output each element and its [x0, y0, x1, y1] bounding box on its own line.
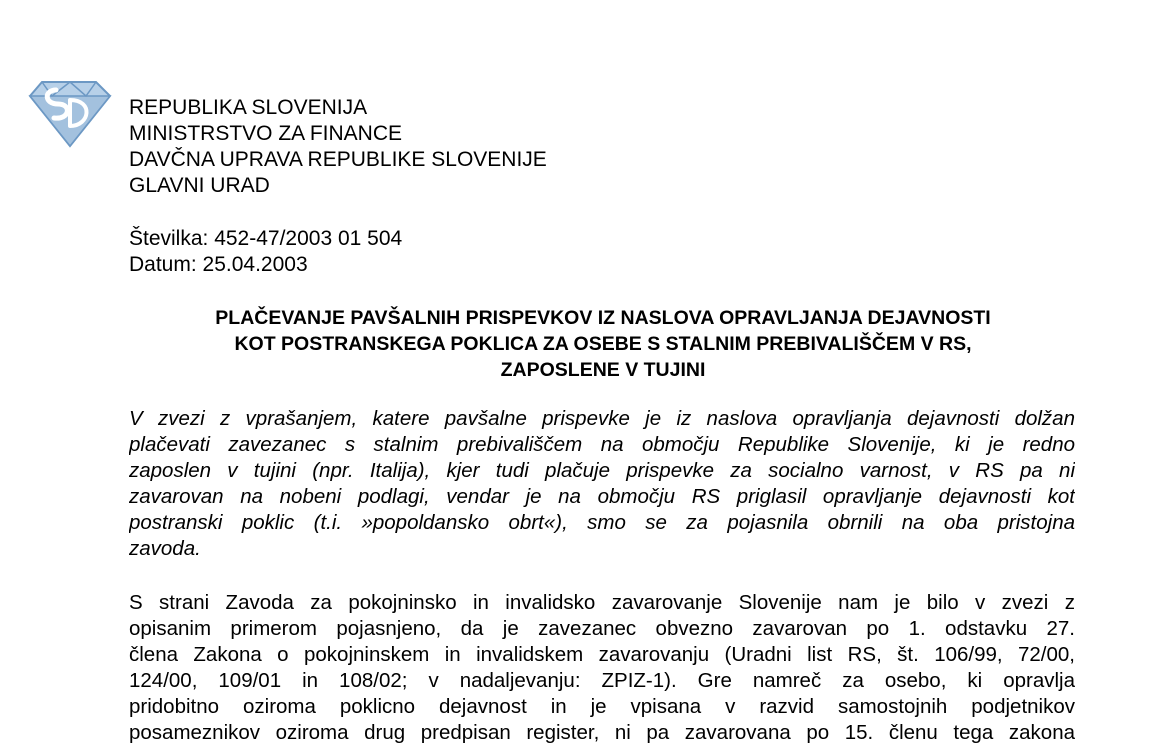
paragraph-line: posameznikov oziroma drug predpisan register, ni pa zavarovana po 15. členu tega zakona — [129, 721, 1075, 744]
document-number: Številka: 452-47/2003 01 504 — [129, 227, 403, 250]
paragraph-line: plačevati zavezanec s stalnim prebivališčem na območju Republike Slovenije, ki je redno — [129, 433, 1075, 456]
letterhead-line-main-office: GLAVNI URAD — [129, 174, 270, 197]
letterhead — [129, 95, 547, 199]
paragraph-line: zaposlen v tujini (npr. Italija), kjer tudi plačuje prispevke za socialno varnost, v RS pa ni — [129, 459, 1075, 482]
letterhead-line-republic: REPUBLIKA SLOVENIJA — [129, 96, 368, 119]
document-reference — [129, 226, 402, 278]
document-date: Datum: 25.04.2003 — [129, 253, 308, 276]
letterhead-line-tax-administration: DAVČNA UPRAVA REPUBLIKE SLOVENIJE — [129, 148, 547, 171]
paragraph-line: zavarovan na nobeni podlagi, vendar je na območju RS priglasil opravljanje dejavnosti kot — [129, 485, 1075, 508]
paragraph-line: V zvezi z vprašanjem, katere pavšalne prispevke je iz naslova opravljanja dejavnosti dolžan — [129, 407, 1075, 430]
paragraph-line: člena Zakona o pokojninskem in invalidskem zavarovanju (Uradni list RS, št. 106/99, 72/00, — [129, 643, 1075, 666]
paragraph-line: S strani Zavoda za pokojninsko in invalidsko zavarovanje Slovenije nam je bilo v zvezi z — [129, 591, 1075, 614]
paragraph-line: opisanim primerom pojasnjeno, da je zavezanec obvezno zavarovan po 1. odstavku 27. — [129, 617, 1075, 640]
paragraph-zpiz — [129, 590, 1075, 746]
paragraph-intro — [129, 406, 1075, 562]
paragraph-line: 124/00, 109/01 in 108/02; v nadaljevanju: ZPIZ-1). Gre namreč za osebo, ki opravlja — [129, 669, 1075, 692]
letterhead-line-ministry: MINISTRSTVO ZA FINANCE — [129, 122, 403, 145]
title-line: ZAPOSLENE V TUJINI — [500, 359, 706, 381]
title-line: KOT POSTRANSKEGA POKLICA ZA OSEBE S STALNIM PREBIVALIŠČEM V RS, — [234, 333, 972, 355]
dursi-logo-icon — [26, 76, 112, 150]
title-line: PLAČEVANJE PAVŠALNIH PRISPEVKOV IZ NASLOVA OPRAVLJANJA DEJAVNOSTI — [215, 307, 991, 329]
paragraph-line: pridobitno oziroma poklicno dejavnost in je vpisana v razvid samostojnih podjetnikov — [129, 695, 1075, 718]
paragraph-line: postranski poklic (t.i. »popoldansko obrt«), smo se za pojasnila obrnili na oba pristojna — [129, 511, 1075, 534]
paragraph-line: zavoda. — [129, 537, 201, 560]
document-title — [129, 305, 1077, 383]
